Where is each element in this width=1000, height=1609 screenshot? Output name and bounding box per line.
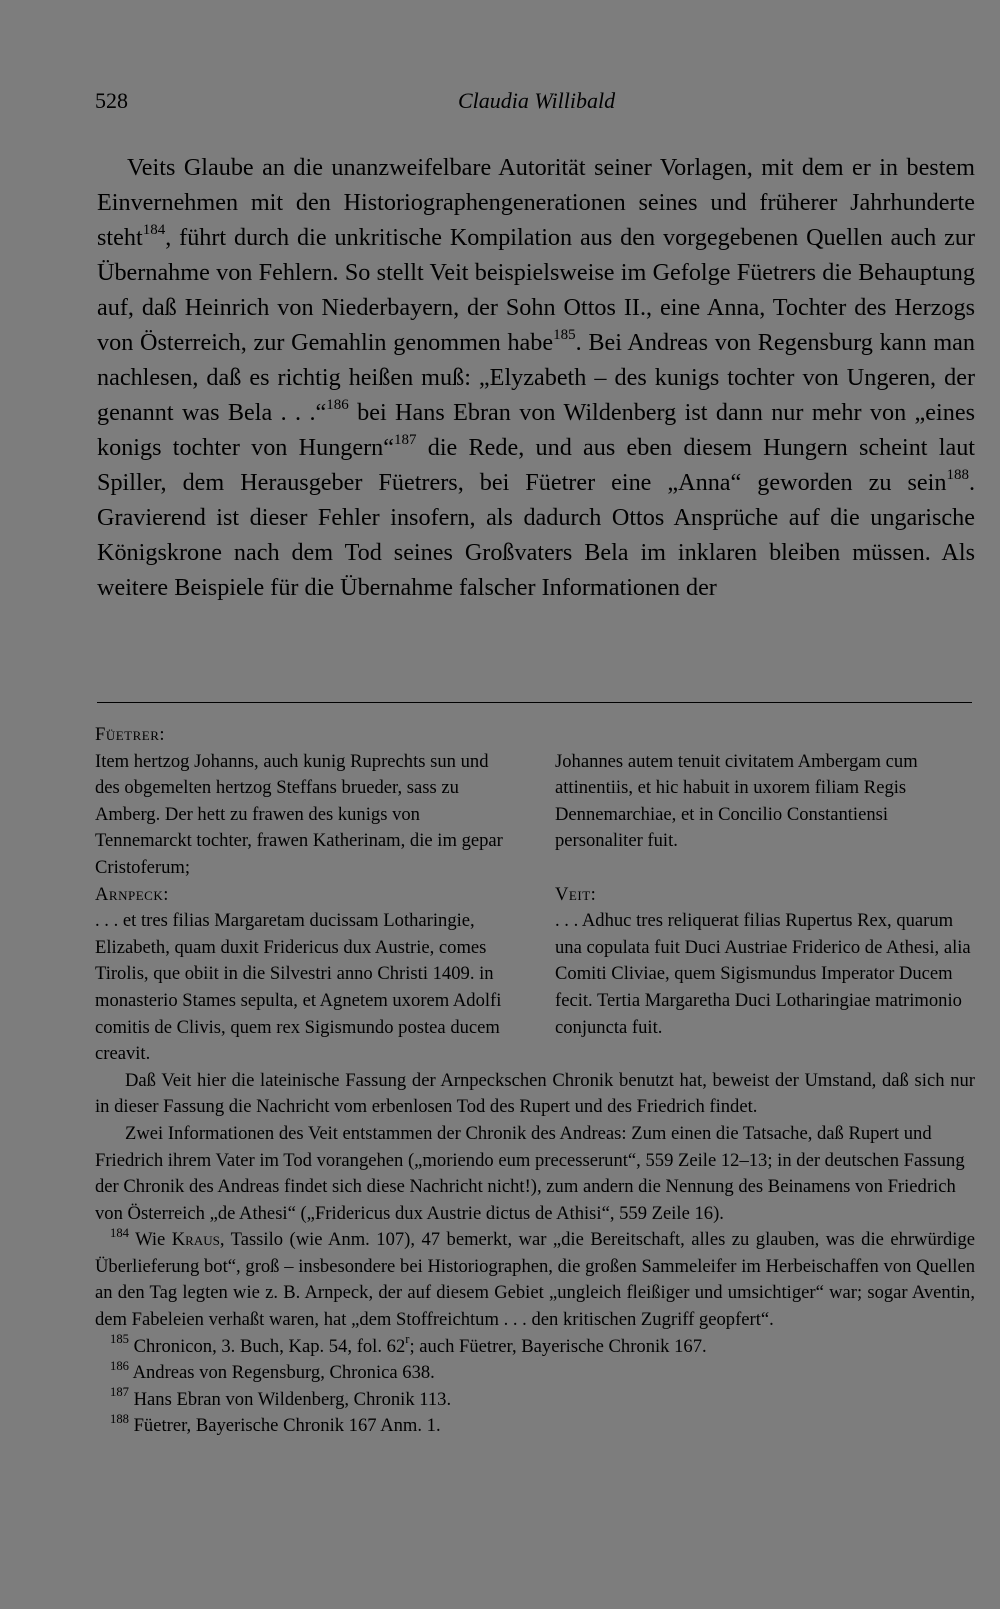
main-text-segment: bei Hans Ebran von Wildenberg ist dann nur mehr von „eines konigs tochter von Hungern“	[97, 399, 975, 461]
footnote-number: 188	[110, 1412, 129, 1426]
main-text-segment: . Gravierend ist dieser Fehler insofern, als dadurch Ottos Ansprüche auf die ungarische Königskrone nach dem Tod seines Großvaters Bela im inklaren bleiben müssen. Als weitere Beispiele für die Übernahme falscher Informationen der	[97, 469, 975, 601]
footnote-184	[95, 1227, 975, 1333]
footnote-ref-184[interactable]: 184	[142, 222, 166, 239]
footnote-text: Wie	[135, 1229, 172, 1251]
footnote-186	[95, 1360, 975, 1387]
veit-column	[555, 882, 975, 1068]
footnote-text: , Tassilo (wie Anm. 107), 47 bemerkt, war „die Bereitschaft, alles zu glauben, was die ehrwürdige Überlieferung bot“, groß – insbesondere bei Historiographen, die großen Sammeleifer im Herbeischaffen von Quellen an den Tag legten wie z. B. Arnpeck, der auf diesem Gebiet „ungleich fleißiger und umsichtiger“ war; sogar Aventin, dem Fabeleien verhaßt waren, hat „dem Stoffreichtum . . . den kritischen Zugriff geopfert“.	[95, 1229, 975, 1331]
footnote-text: Chronicon, 3. Buch, Kap. 54, fol. 62	[133, 1335, 406, 1357]
veit-label: Veit:	[555, 883, 597, 905]
latin-quote: Johannes autem tenuit civitatem Ambergam cum attinentiis, et hic habuit in uxorem filiam Regis Dennemarchiae, et in Concilio Constantiensi personaliter fuit.	[555, 750, 918, 852]
cited-author: Kraus	[171, 1229, 220, 1251]
footnote-number: 184	[110, 1225, 129, 1240]
arnpeck-quote: . . . et tres filias Margaretam ducissam Lotharingie, Elizabeth, quam duxit Fridericus dux Austrie, comes Tirolis, que obiit in die Silvestri anno Christi 1409. in monasterio Stames sepulta, et Agnetem uxorem Adolfi comitis de Clivis, quem rex Sigismundo postea ducem creavit.	[95, 910, 502, 1065]
latin-column	[555, 722, 975, 882]
footnote-number: 185	[110, 1332, 129, 1347]
footnote-number: 187	[110, 1385, 129, 1400]
page-number: 528	[95, 88, 128, 113]
footnote-ref-188[interactable]: 188	[946, 467, 969, 484]
running-head-author: Claudia Willibald	[458, 88, 616, 113]
footnote-area	[95, 722, 975, 1440]
source-comparison-top	[95, 722, 975, 882]
source-comparison-bottom	[95, 882, 975, 1068]
footnote-paragraph: Zwei Informationen des Veit entstammen der Chronik des Andreas: Zum einen die Tatsache, daß Rupert und Friedrich ihrem Vater im Tod vorangehen („moriendo eum precesserunt“, 559 Zeile 12–13; in der deutschen Fassung der Chronik des Andreas findet sich diese Nachricht nicht!), zum andern die Nennung des Beinamens von Friedrich von Österreich „de Athesi“ („Fridericus dux Austrie dictus de Athisi“, 559 Zeile 16).	[95, 1122, 965, 1224]
arnpeck-column	[95, 882, 513, 1068]
folio-recto-mark: r	[405, 1332, 410, 1347]
footnote-187	[95, 1387, 975, 1414]
veit-quote: . . . Adhuc tres reliquerat filias Rupertus Rex, quarum una copulata fuit Duci Austriae Friderico de Athesi, alia Comiti Cliviae, quem Sigismundus Imperator Ducem fecit. Tertia Margaretha Duci Lotharingiae matrimonio conjuncta fuit.	[555, 910, 971, 1038]
main-text-segment: , führt durch die unkritische Kompilation aus den vorgegebenen Quellen auch zur Übernahme von Fehlern. So stellt Veit beispielsweise im Gefolge Füetrers die Behauptung auf, daß Heinrich von Niederbayern, der Sohn Ottos II., eine Anna, Tochter des Herzogs von Österreich, zur Gemahlin genommen habe	[97, 224, 975, 356]
main-text-segment: Veits Glaube an die unanzweifelbare Autorität seiner Vorlagen, mit dem er in bestem Einvernehmen mit den Historiographengenerationen seines und früherer Jahrhunderte steht	[97, 154, 975, 251]
footnote-text: Andreas von Regensburg, Chronica 638.	[132, 1362, 435, 1384]
fuetrer-column	[95, 722, 513, 882]
footnote-text: ; auch Füetrer, Bayerische Chronik 167.	[409, 1335, 707, 1357]
footnote-185	[95, 1334, 975, 1361]
fuetrer-quote: Item hertzog Johanns, auch kunig Ruprechts sun und des obgemelten hertzog Steffans brueder, sass zu Amberg. Der hett zu frawen des kunigs von Tennemarckt tochter, frawen Katherinam, die im gepar Cristoferum;	[95, 750, 503, 878]
footnote-text: Füetrer, Bayerische Chronik 167 Anm. 1.	[133, 1415, 441, 1437]
main-paragraph	[97, 150, 975, 605]
footnote-ref-187[interactable]: 187	[394, 432, 417, 449]
main-text-segment: die Rede, und aus eben diesem Hungern scheint laut Spiller, dem Herausgeber Füetrers, bei Füetrer eine „Anna“ geworden zu sein	[97, 434, 976, 496]
footnote-paragraph: Daß Veit hier die lateinische Fassung der Arnpeckschen Chronik benutzt hat, beweist der Umstand, daß sich nur in dieser Fassung die Nachricht vom erbenlosen Tod des Rupert und des Friedrich findet.	[95, 1069, 975, 1118]
main-text	[97, 150, 975, 605]
footnote-188	[95, 1413, 975, 1440]
footnote-number: 186	[110, 1358, 129, 1373]
arnpeck-label: Arnpeck:	[95, 883, 169, 905]
footnote-text: Hans Ebran von Wildenberg, Chronik 113.	[133, 1388, 452, 1410]
main-text-segment: . Bei Andreas von Regensburg kann man nachlesen, daß es richtig heißen muß: „Elyzabeth – des kunigs tochter von Ungeren, der genannt was Bela . . .“	[97, 329, 975, 426]
fuetrer-label: Füetrer:	[95, 724, 166, 745]
footnote-ref-186[interactable]: 186	[326, 397, 349, 414]
footnote-separator	[97, 702, 972, 703]
spacer	[555, 722, 975, 749]
footnote-ref-185[interactable]: 185	[553, 327, 576, 344]
